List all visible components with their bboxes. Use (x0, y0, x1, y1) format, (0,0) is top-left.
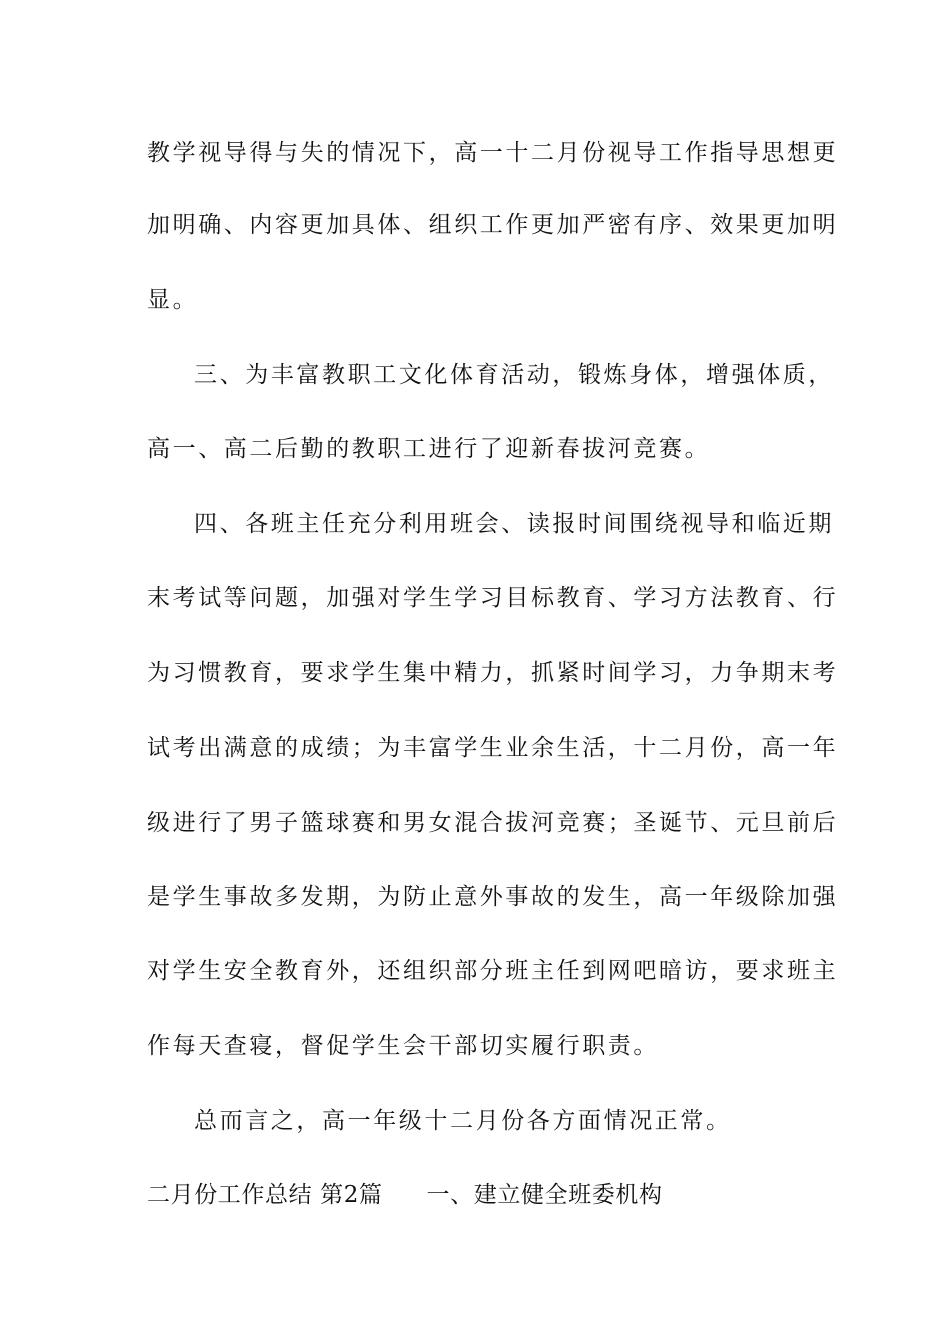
paragraph-line: 四、各班主任充分利用班会、读报时间围绕视导和临近期 (194, 511, 834, 537)
paragraph-line: 三、为丰富教职工文化体育活动，锻炼身体，增强体质， (194, 362, 834, 388)
next-article-header (147, 1180, 807, 1210)
paragraph-line: 教学视导得与失的情况下，高一十二月份视导工作指导思想更 (147, 140, 839, 166)
paragraph-line: 末考试等问题，加强对学生学习目标教育、学习方法教育、行 (147, 585, 839, 611)
paragraph-line: 级进行了男子篮球赛和男女混合拔河竞赛；圣诞节、元旦前后 (147, 810, 839, 836)
summary-line: 总而言之，高一年级十二月份各方面情况正常。 (194, 1108, 732, 1134)
paragraph-line: 显。 (147, 287, 199, 313)
paragraph-line: 为习惯教育，要求学生集中精力，抓紧时间学习，力争期末考 (147, 660, 839, 686)
paragraph-line: 作每天查寝，督促学生会干部切实履行职责。 (147, 1033, 659, 1059)
paragraph-line: 加明确、内容更加具体、组织工作更加严密有序、效果更加明 (147, 212, 839, 238)
next-article-first-heading: 一、建立健全班委机构 (426, 1182, 663, 1208)
paragraph-line: 是学生事故多发期，为防止意外事故的发生，高一年级除加强 (147, 884, 839, 910)
paragraph-line: 试考出满意的成绩；为丰富学生业余生活，十二月份，高一年 (147, 735, 839, 761)
paragraph-line: 高一、高二后勤的教职工进行了迎新春拔河竞赛。 (147, 436, 711, 462)
next-article-title: 二月份工作总结 第2篇 (147, 1182, 383, 1208)
paragraph-line: 对学生安全教育外，还组织部分班主任到网吧暗访，要求班主 (147, 958, 839, 984)
